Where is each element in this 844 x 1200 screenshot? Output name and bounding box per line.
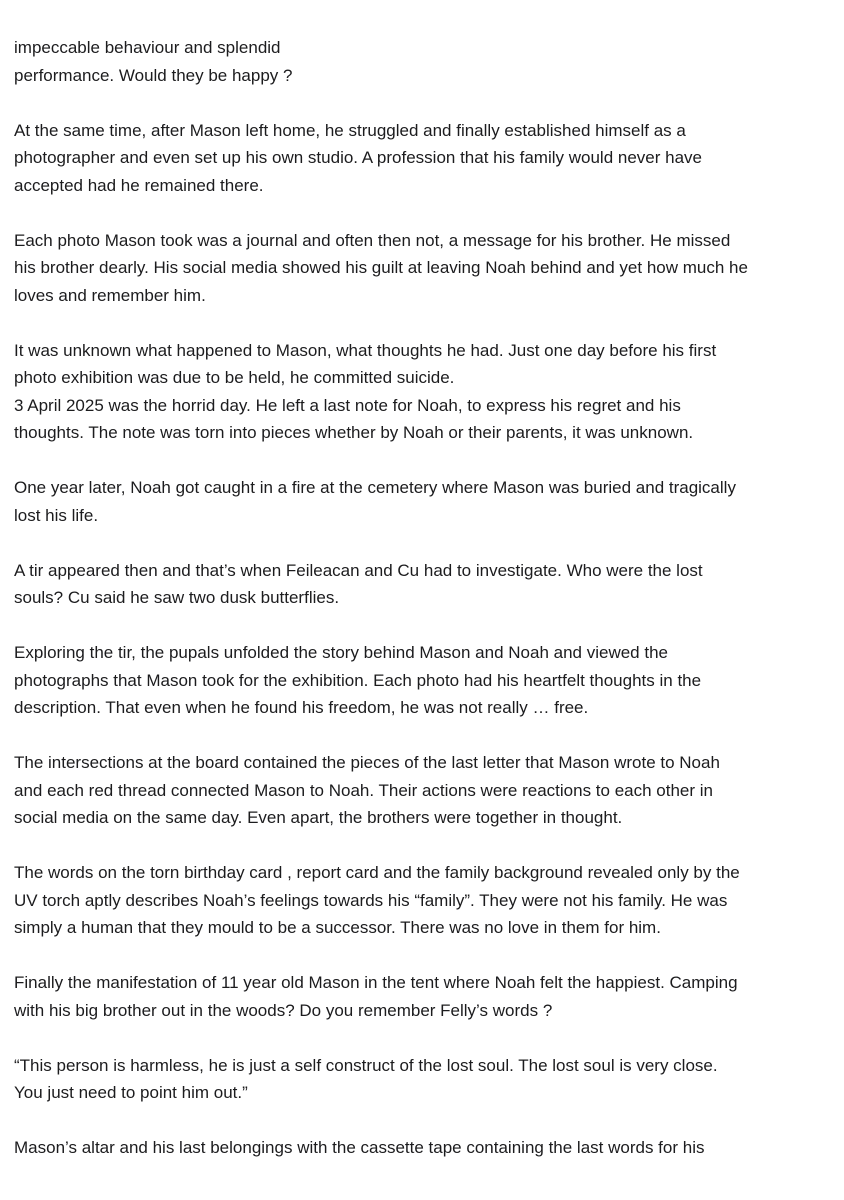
text-line: 3 April 2025 was the horrid day. He left a last note for Noah, to express his regret and his [14,395,681,415]
text-line: with his big brother out in the woods? Do you remember Felly’s words ? [14,1000,553,1020]
paragraph [14,474,836,529]
text-line: Mason’s altar and his last belongings with the cassette tape containing the last words for his [14,1138,705,1157]
text-line: One year later, Noah got caught in a fire at the cemetery where Mason was buried and tragically [14,478,736,497]
paragraph-gap [14,1024,836,1052]
paragraph [14,969,836,1024]
text-line: photographer and even set up his own studio. A profession that his family would never have [14,148,702,167]
paragraph [14,337,836,447]
paragraph-gap [14,722,836,750]
paragraph [14,639,836,722]
text-line: At the same time, after Mason left home, he struggled and finally established himself as a [14,120,686,140]
text-line: impeccable behaviour and splendid [14,38,281,57]
text-line: accepted had he remained there. [14,175,264,195]
text-line: The intersections at the board contained the pieces of the last letter that Mason wrote to Noah [14,753,720,772]
paragraph [14,749,836,832]
text-line: It was unknown what happened to Mason, what thoughts he had. Just one day before his first [14,340,717,360]
text-line: A tir appeared then and that’s when Feileacan and Cu had to investigate. Who were the lost [14,560,703,580]
text-line: photo exhibition was due to be held, he committed suicide. [14,368,455,387]
document-body [14,34,836,1162]
paragraph [14,1052,836,1107]
paragraph-gap [14,612,836,640]
paragraph [14,557,836,612]
text-line: Finally the manifestation of 11 year old Mason in the tent where Noah felt the happiest. Camping [14,973,738,992]
text-line: photographs that Mason took for the exhibition. Each photo had his heartfelt thoughts in the [14,670,702,690]
text-line: Each photo Mason took was a journal and often then not, a message for his brother. He missed [14,230,731,250]
text-line: You just need to point him out.” [14,1083,248,1102]
text-line: Exploring the tir, the pupals unfolded the story behind Mason and Noah and viewed the [14,643,668,662]
text-line: description. That even when he found his freedom, he was not really … free. [14,698,589,717]
text-line: performance. Would they be happy ? [14,65,293,85]
paragraph [14,859,836,942]
text-line: his brother dearly. His social media showed his guilt at leaving Noah behind and yet how much he [14,258,748,277]
text-line: lost his life. [14,505,99,525]
text-line: simply a human that they mould to be a successor. There was no love in them for him. [14,918,661,937]
paragraph [14,117,836,200]
paragraph [14,34,836,89]
paragraph [14,227,836,310]
text-line: and each red thread connected Mason to Noah. Their actions were reactions to each other in [14,780,714,800]
text-line: loves and remember him. [14,285,206,305]
paragraph [14,1134,836,1162]
paragraph-gap [14,832,836,860]
paragraph-gap [14,1107,836,1135]
paragraph-gap [14,529,836,557]
text-line: souls? Cu said he saw two dusk butterflies. [14,588,340,607]
paragraph-gap [14,447,836,475]
paragraph-gap [14,89,836,117]
text-line: “This person is harmless, he is just a self construct of the lost soul. The lost soul is very close. [14,1055,718,1075]
text-line: social media on the same day. Even apart, the brothers were together in thought. [14,808,623,827]
paragraph-gap [14,942,836,970]
paragraph-gap [14,199,836,227]
text-line: The words on the torn birthday card , report card and the family background revealed only by the [14,863,740,882]
text-line: UV torch aptly describes Noah’s feelings towards his “family”. They were not his family. He was [14,890,728,910]
text-line: thoughts. The note was torn into pieces whether by Noah or their parents, it was unknown. [14,423,694,442]
paragraph-gap [14,309,836,337]
